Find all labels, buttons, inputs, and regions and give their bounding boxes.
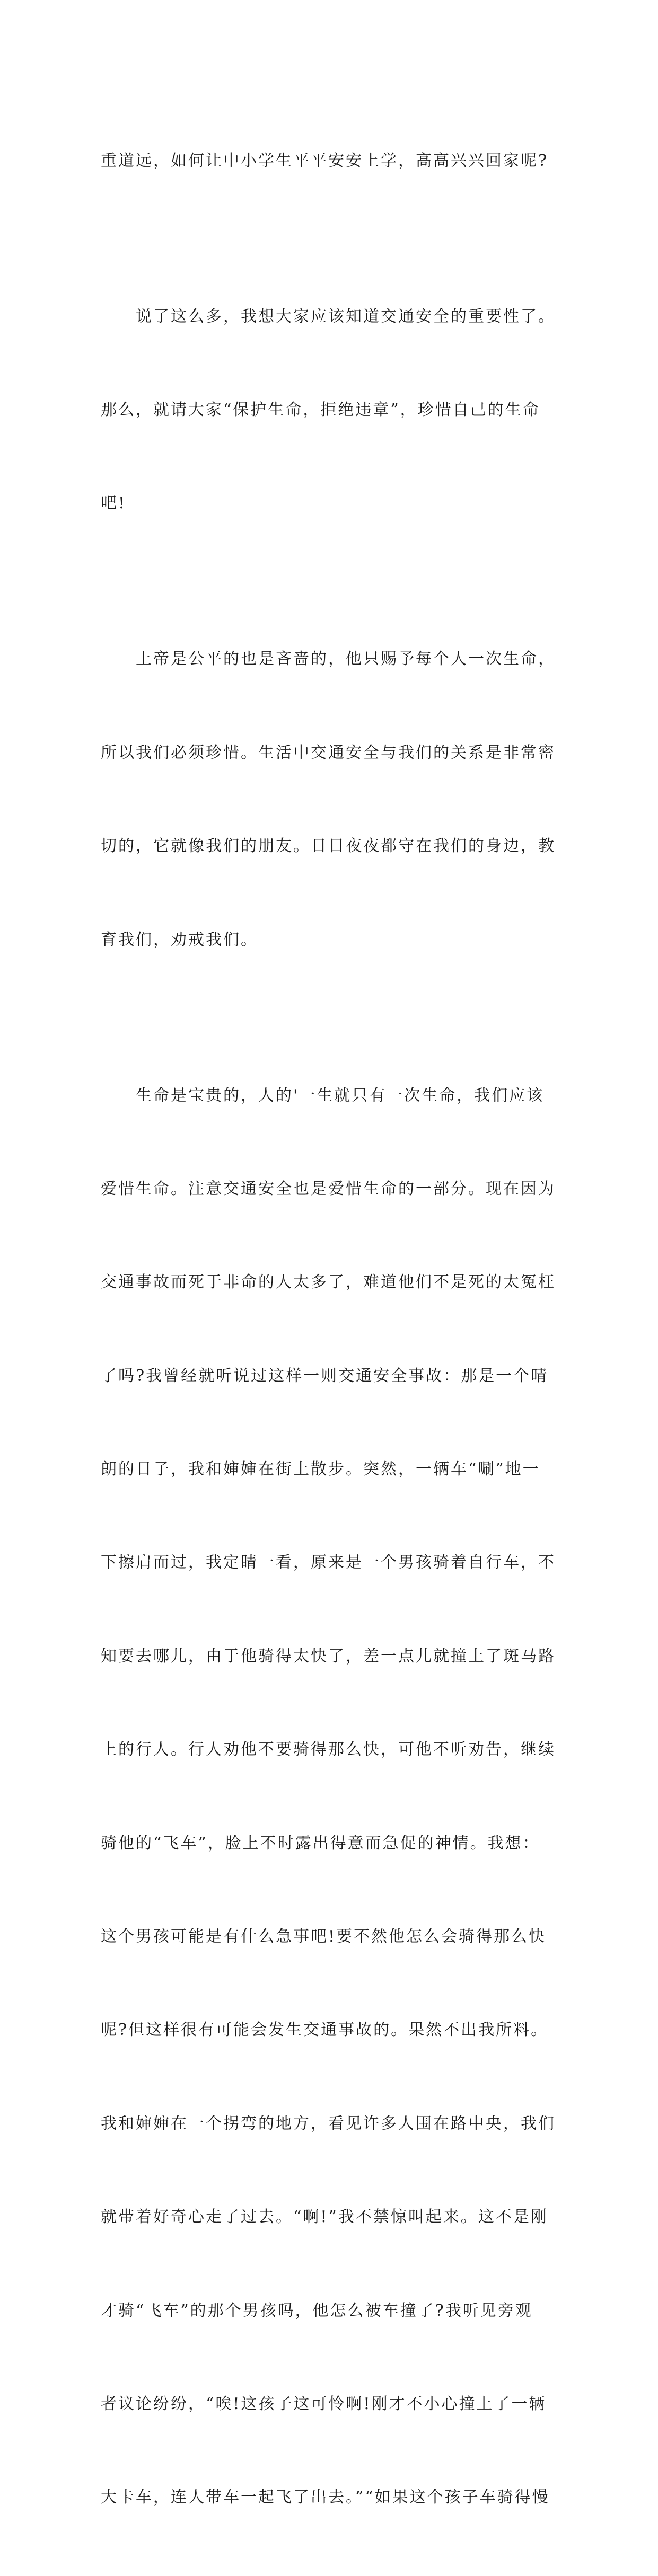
text-line: 大卡车，连人带车一起飞了出去。”“如果这个孩子车骑得慢 [101,2488,550,2507]
paragraph-3 [101,582,578,1018]
text-line: 切的，它就像我们的朋友。日日夜夜都守在我们的身边，教 [101,837,556,856]
text-line: 我和婶婶在一个拐弯的地方，看见许多人围在路中央，我们 [101,2114,556,2133]
text-line: 呢?但这样很有可能会发生交通事故的。果然不出我所料。 [101,2021,549,2040]
text-line: 说了这么多，我想大家应该知道交通安全的重要性了。 [101,307,556,326]
text-line: 知要去哪儿，由于他骑得太快了，差一点儿就撞上了斑马路 [101,1646,556,1666]
text-line: 骑他的“飞车”，脸上不时露出得意而急促的神情。我想： [101,1834,540,1853]
text-line: 爱惜生命。注意交通安全也是爱惜生命的一部分。现在因为 [101,1179,556,1198]
text-line: 所以我们必须珍惜。生活中交通安全与我们的关系是非常密 [101,743,556,762]
text-line: 交通事故而死于非命的人太多了，难道他们不是死的太冤枉 [101,1273,556,1292]
text-line: 下擦肩而过，我定睛一看，原来是一个男孩骑着自行车，不 [101,1553,556,1572]
text-line: 才骑“飞车”的那个男孩吗，他怎么被车撞了?我听见旁观 [101,2301,533,2320]
text-line: 生命是宝贵的，人的'一生就只有一次生命，我们应该 [101,1086,545,1105]
text-line: 者议论纷纷，“唉!这孩子这可怜啊!刚才不小心撞上了一辆 [101,2394,547,2413]
text-line: 吧! [101,494,127,513]
text-line: 了吗?我曾经就听说过这样一则交通安全事故：那是一个晴 [101,1366,549,1385]
text-line: 重道远，如何让中小学生平平安安上学，高高兴兴回家呢? [101,151,549,170]
text-line: 朗的日子，我和婶婶在街上散步。突然，一辆车“唰”地一 [101,1460,540,1479]
paragraph-2 [101,239,578,582]
body-text [101,83,578,2576]
text-line: 就带着好奇心走了过去。“啊!”我不禁惊叫起来。这不是刚 [101,2208,548,2227]
text-line: 上帝是公平的也是吝啬的，他只赐予每个人一次生命， [101,650,556,669]
paragraph-4 [101,1018,578,2576]
text-line: 这个男孩可能是有什么急事吧!要不然他怎么会骑得那么快 [101,1927,547,1946]
text-line: 上的行人。行人劝他不要骑得那么快，可他不听劝告，继续 [101,1740,556,1759]
paragraph-1 [101,83,578,239]
text-line: 那么，就请大家“保护生命，拒绝违章”，珍惜自己的生命 [101,400,540,419]
text-line: 育我们，劝戒我们。 [101,930,258,949]
